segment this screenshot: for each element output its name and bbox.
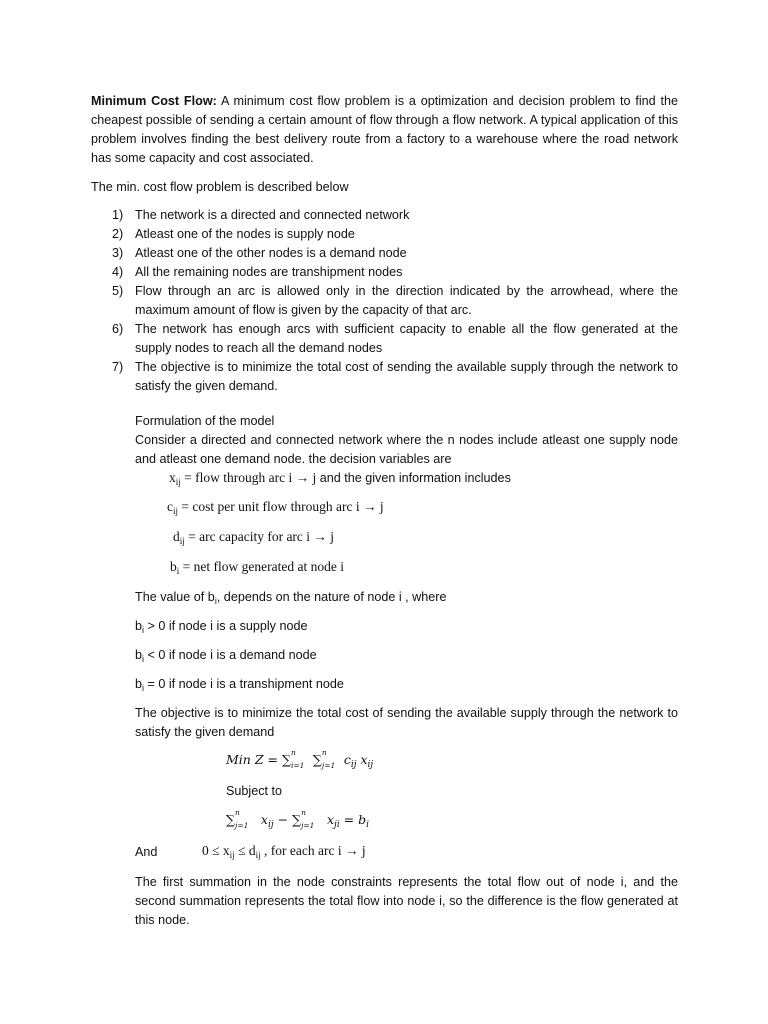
b-case-transhipment: $b_i = 0$ if node i is a transhipment node	[135, 677, 344, 693]
condition-text: The network has enough arcs with sufficient capacity to enable all the flow generated at the supply nodes to reach all the demand nodes	[135, 322, 678, 355]
bound-d-sub: ij	[255, 850, 261, 860]
condition-number: 4)	[112, 265, 124, 279]
formula-lhs: Min Z =	[226, 752, 282, 767]
sum-j-operator: ∑ n j=1	[312, 748, 336, 770]
condition-number: 7)	[112, 360, 124, 374]
x-def-tail: and the given information includes	[316, 471, 511, 485]
formula-var: x	[356, 752, 368, 767]
condition-item	[112, 282, 678, 320]
intro-heading: Minimum Cost Flow:	[91, 94, 217, 108]
bound-post: , for each arc i → j	[260, 843, 366, 858]
b-definition: $b_i$ = net flow generated at node i	[170, 559, 344, 576]
condition-text: Flow through an arc is allowed only in the direction indicated by the arrowhead, where the maximum amount of flow is given by the capacity of that arc.	[135, 284, 678, 317]
b-nature-line	[135, 588, 446, 607]
b-case-text: = 0 if node i is a transhipment node	[144, 677, 344, 691]
objective-text: The objective is to minimize the total cost of sending the available supply through the network to satisfy the given demand	[135, 706, 678, 739]
constraint-eq-sub: i	[366, 820, 370, 830]
formula-term: c	[343, 752, 351, 767]
sum-upper: n	[321, 748, 327, 757]
bound-x-sub: ij	[229, 850, 235, 860]
conditions-list	[112, 206, 678, 396]
condition-number: 5)	[112, 284, 124, 298]
constraint-formula	[226, 808, 370, 830]
b-case-text: < 0 if node i is a demand node	[144, 648, 317, 662]
sum-upper: n	[301, 808, 306, 817]
subject-to-label: Subject to	[226, 784, 283, 798]
condition-text: Atleast one of the other nodes is a demand node	[135, 246, 407, 260]
condition-text: All the remaining nodes are transhipment nodes	[135, 265, 403, 279]
condition-item	[112, 263, 678, 282]
bound-mid: ≤ d	[234, 843, 256, 858]
sum-upper: n	[235, 808, 240, 817]
sum-i-operator: ∑ n i=1	[281, 748, 305, 770]
intro-text: A minimum cost flow problem is a optimization and decision problem to find the cheapest possible of sending a certain amount of flow through a flow network. A typical application of this problem involves finding the best delivery route from a factory to a warehouse where the road network has some capacity and cost associated.	[91, 94, 678, 165]
b-nature-post: , depends on the nature of node i , where	[216, 590, 447, 604]
condition-item	[112, 206, 678, 225]
objective-formula	[226, 748, 374, 770]
condition-text: Atleast one of the nodes is supply node	[135, 227, 355, 241]
intro-paragraph	[91, 92, 678, 168]
condition-item	[112, 244, 678, 263]
described-line: The min. cost flow problem is described below	[91, 180, 349, 194]
condition-item	[112, 225, 678, 244]
x-definition: $x_{ij}$ = flow through arc i → j and the given information includes	[169, 470, 511, 487]
sum-j-operator: ∑ n j=1	[226, 808, 249, 830]
formula-var-sub: ij	[367, 760, 374, 770]
b-nature-pre: The value of b	[135, 590, 215, 604]
constraint-x2: x	[323, 812, 335, 827]
constraint-eq: = b	[339, 812, 367, 827]
condition-number: 6)	[112, 322, 124, 336]
bound-formula	[202, 843, 366, 859]
formula-term-sub: ij	[350, 760, 357, 770]
condition-number: 3)	[112, 246, 124, 260]
d-definition: $d_{ij}$ = arc capacity for arc i → j	[173, 529, 335, 546]
formulation-text: Consider a directed and connected network where the n nodes include atleast one supply node and atleast one demand node. the decision variables are	[135, 433, 678, 466]
condition-text: The network is a directed and connected network	[135, 208, 410, 222]
c-def-text: = cost per unit flow through arc i → j	[181, 499, 384, 514]
formulation-title: Formulation of the model	[135, 414, 275, 428]
and-label: And	[135, 845, 158, 859]
condition-number: 1)	[112, 208, 124, 222]
constraint-x1-sub: ij	[267, 820, 274, 830]
b-def-text: = net flow generated at node i	[182, 559, 344, 574]
sum-upper: n	[290, 748, 296, 757]
constraint-x2-sub: ji	[334, 820, 340, 830]
sum-j-operator: ∑ n j=1	[292, 808, 315, 830]
condition-item	[112, 320, 678, 358]
constraint-minus: −	[273, 812, 293, 827]
c-definition: $c_{ij} = \cos t$ per unit flow through arc i → j	[167, 499, 384, 516]
b-case-demand: $b_i < 0$ if node i is a demand node	[135, 648, 317, 664]
d-def-text: = arc capacity for arc i → j	[188, 529, 335, 544]
b-nature-sub: i	[214, 596, 217, 606]
condition-item	[112, 358, 678, 396]
bound-pre: 0 ≤ x	[202, 843, 230, 858]
x-def-text: = flow through arc i → j	[184, 470, 317, 485]
constraint-x1: x	[256, 812, 268, 827]
b-case-text: > 0 if node i is a supply node	[144, 619, 308, 633]
b-case-supply: $b_i > 0$ if node i is a supply node	[135, 619, 308, 635]
sum-lower: j=1	[301, 821, 315, 830]
condition-text: The objective is to minimize the total cost of sending the available supply through the network to satisfy the given demand.	[135, 360, 678, 393]
condition-number: 2)	[112, 227, 124, 241]
sum-lower: i=1	[290, 761, 305, 770]
closing-paragraph: The first summation in the node constraints represents the total flow out of node i, and the second summation represents the total flow into node i, so the difference is the flow generated at this node.	[135, 875, 678, 927]
sum-lower: j=1	[235, 821, 249, 830]
sum-lower: j=1	[321, 761, 336, 770]
